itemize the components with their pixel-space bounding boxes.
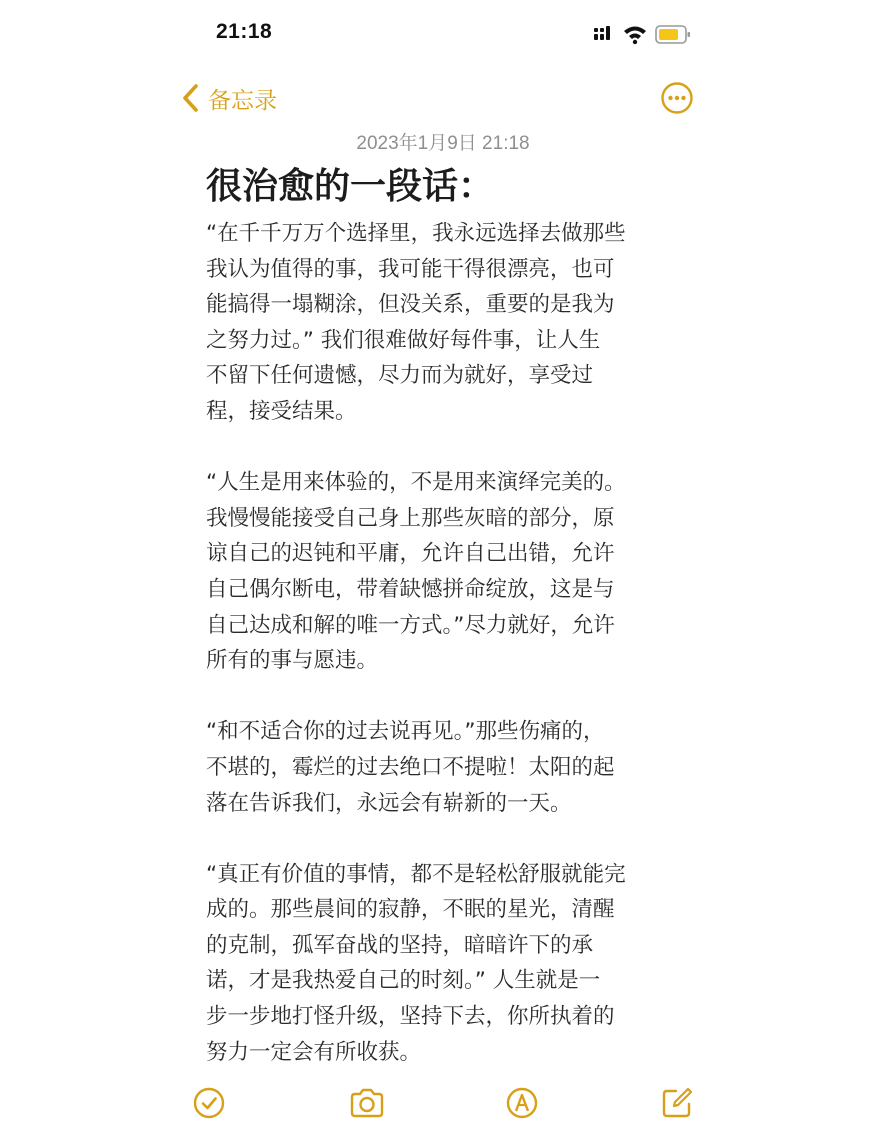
nav-bar [0, 70, 886, 126]
back-label: 备忘录 [208, 87, 277, 114]
back-button[interactable] [180, 80, 277, 116]
camera-icon[interactable] [348, 1086, 386, 1120]
ellipsis-circle-icon[interactable] [660, 81, 694, 115]
bottom-toolbar [0, 1082, 886, 1122]
note-title: 很治愈的一段话： [206, 166, 495, 207]
status-icons [590, 22, 692, 48]
note-date: 2023年1月9日 21:18 [356, 133, 530, 154]
note-paragraph: “在千千万万个选择里，我永远选择去做那些 我认为值得的事，我可能干得很漂亮，也可 能搞得一塌糊涂，但没关系，重要的是我为 之努力过。” 我们很难做好每件事，让人生 不留下任何遗憾，尽力而为就好，享受过 程，接受结果。 [206, 221, 626, 424]
battery-icon [656, 26, 690, 43]
status-bar [0, 0, 886, 70]
cellular-signal-icon [594, 26, 610, 40]
note-paragraph: “真正有价值的事情，都不是轻松舒服就能完 成的。那些晨间的寂静，不眠的星光，清醒 的克制，孤军奋战的坚持，暗暗许下的承 诺，才是我热爱自己的时刻。” 人生就是一 步一步地打怪升级，坚持下去，你所执着的 努力一定会有所收获。 [206, 861, 626, 1065]
checklist-icon[interactable] [192, 1086, 226, 1120]
chevron-left-icon [180, 83, 202, 113]
note-body[interactable] [206, 160, 686, 1106]
wifi-icon [624, 27, 646, 45]
note-paragraph: “人生是用来体验的，不是用来演绎完美的。 我慢慢能接受自己身上那些灰暗的部分，原 谅自己的迟钝和平庸，允许自己出错，允许 自己偶尔断电，带着缺憾拼命绽放，这是与 自己达成和解的唯一方式。”尽力就好，允许 所有的事与愿违。 [206, 470, 626, 674]
markup-pen-icon[interactable] [505, 1086, 539, 1120]
compose-icon[interactable] [660, 1086, 694, 1120]
note-paragraph: “和不适合你的过去说再见。”那些伤痛的， 不堪的，霉烂的过去绝口不提啦！太阳的起 落在告诉我们，永远会有崭新的一天。 [206, 719, 615, 816]
status-time: 21:18 [216, 20, 273, 43]
